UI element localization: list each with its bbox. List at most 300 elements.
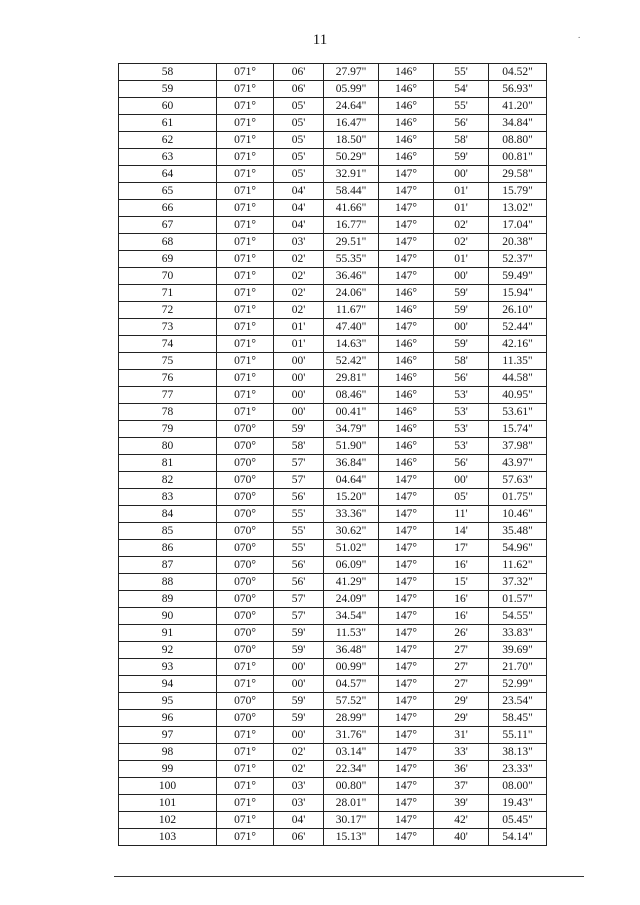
latitude-minutes-cell: 05' — [274, 115, 324, 132]
point-number-cell: 60 — [119, 98, 217, 115]
longitude-degrees-cell: 147° — [379, 591, 434, 608]
latitude-seconds-cell: 50.29" — [324, 149, 379, 166]
longitude-seconds-cell: 15.79" — [489, 183, 547, 200]
latitude-seconds-cell: 41.29" — [324, 574, 379, 591]
latitude-minutes-cell: 01' — [274, 336, 324, 353]
longitude-seconds-cell: 17.04" — [489, 217, 547, 234]
latitude-minutes-cell: 57' — [274, 455, 324, 472]
point-number-cell: 94 — [119, 676, 217, 693]
latitude-minutes-cell: 03' — [274, 778, 324, 795]
longitude-degrees-cell: 147° — [379, 625, 434, 642]
table-row — [119, 370, 547, 387]
longitude-seconds-cell: 34.84" — [489, 115, 547, 132]
latitude-minutes-cell: 02' — [274, 761, 324, 778]
latitude-degrees-cell: 071° — [217, 659, 274, 676]
table-row — [119, 506, 547, 523]
latitude-degrees-cell: 070° — [217, 574, 274, 591]
latitude-minutes-cell: 01' — [274, 319, 324, 336]
point-number-cell: 63 — [119, 149, 217, 166]
longitude-degrees-cell: 146° — [379, 370, 434, 387]
point-number-cell: 81 — [119, 455, 217, 472]
table-row — [119, 98, 547, 115]
longitude-minutes-cell: 00' — [434, 319, 489, 336]
longitude-minutes-cell: 01' — [434, 183, 489, 200]
point-number-cell: 74 — [119, 336, 217, 353]
table-row — [119, 591, 547, 608]
longitude-seconds-cell: 01.75" — [489, 489, 547, 506]
table-row — [119, 234, 547, 251]
longitude-degrees-cell: 147° — [379, 778, 434, 795]
longitude-seconds-cell: 08.00" — [489, 778, 547, 795]
longitude-seconds-cell: 11.35" — [489, 353, 547, 370]
longitude-seconds-cell: 42.16" — [489, 336, 547, 353]
longitude-minutes-cell: 59' — [434, 285, 489, 302]
latitude-minutes-cell: 56' — [274, 574, 324, 591]
point-number-cell: 62 — [119, 132, 217, 149]
latitude-degrees-cell: 071° — [217, 727, 274, 744]
longitude-degrees-cell: 146° — [379, 81, 434, 98]
longitude-degrees-cell: 147° — [379, 727, 434, 744]
table-row — [119, 608, 547, 625]
table-row — [119, 455, 547, 472]
latitude-minutes-cell: 55' — [274, 523, 324, 540]
latitude-minutes-cell: 59' — [274, 625, 324, 642]
point-number-cell: 92 — [119, 642, 217, 659]
longitude-seconds-cell: 01.57" — [489, 591, 547, 608]
longitude-degrees-cell: 147° — [379, 217, 434, 234]
latitude-seconds-cell: 55.35" — [324, 251, 379, 268]
latitude-degrees-cell: 071° — [217, 166, 274, 183]
latitude-seconds-cell: 33.36" — [324, 506, 379, 523]
longitude-seconds-cell: 52.44" — [489, 319, 547, 336]
longitude-minutes-cell: 55' — [434, 64, 489, 81]
table-row — [119, 302, 547, 319]
point-number-cell: 103 — [119, 829, 217, 846]
latitude-minutes-cell: 03' — [274, 234, 324, 251]
longitude-minutes-cell: 16' — [434, 608, 489, 625]
latitude-seconds-cell: 41.66" — [324, 200, 379, 217]
longitude-degrees-cell: 146° — [379, 302, 434, 319]
point-number-cell: 100 — [119, 778, 217, 795]
longitude-degrees-cell: 147° — [379, 251, 434, 268]
latitude-seconds-cell: 05.99" — [324, 81, 379, 98]
longitude-minutes-cell: 59' — [434, 149, 489, 166]
longitude-seconds-cell: 55.11" — [489, 727, 547, 744]
latitude-degrees-cell: 071° — [217, 319, 274, 336]
longitude-seconds-cell: 52.99" — [489, 676, 547, 693]
latitude-minutes-cell: 00' — [274, 353, 324, 370]
latitude-degrees-cell: 070° — [217, 489, 274, 506]
latitude-degrees-cell: 071° — [217, 183, 274, 200]
longitude-degrees-cell: 147° — [379, 795, 434, 812]
latitude-degrees-cell: 070° — [217, 608, 274, 625]
longitude-seconds-cell: 08.80" — [489, 132, 547, 149]
latitude-degrees-cell: 071° — [217, 98, 274, 115]
latitude-seconds-cell: 04.57" — [324, 676, 379, 693]
point-number-cell: 97 — [119, 727, 217, 744]
longitude-minutes-cell: 29' — [434, 710, 489, 727]
longitude-degrees-cell: 147° — [379, 523, 434, 540]
table-row — [119, 812, 547, 829]
longitude-seconds-cell: 39.69" — [489, 642, 547, 659]
longitude-minutes-cell: 53' — [434, 421, 489, 438]
latitude-minutes-cell: 59' — [274, 710, 324, 727]
longitude-seconds-cell: 23.54" — [489, 693, 547, 710]
point-number-cell: 86 — [119, 540, 217, 557]
point-number-cell: 93 — [119, 659, 217, 676]
longitude-seconds-cell: 11.62" — [489, 557, 547, 574]
table-row — [119, 574, 547, 591]
table-row — [119, 353, 547, 370]
longitude-seconds-cell: 44.58" — [489, 370, 547, 387]
latitude-minutes-cell: 02' — [274, 744, 324, 761]
point-number-cell: 89 — [119, 591, 217, 608]
table-row — [119, 200, 547, 217]
latitude-minutes-cell: 02' — [274, 285, 324, 302]
point-number-cell: 95 — [119, 693, 217, 710]
longitude-seconds-cell: 35.48" — [489, 523, 547, 540]
latitude-minutes-cell: 59' — [274, 642, 324, 659]
table-row — [119, 81, 547, 98]
longitude-degrees-cell: 147° — [379, 557, 434, 574]
latitude-degrees-cell: 071° — [217, 234, 274, 251]
table-row — [119, 523, 547, 540]
latitude-minutes-cell: 00' — [274, 370, 324, 387]
latitude-seconds-cell: 00.80" — [324, 778, 379, 795]
longitude-seconds-cell: 52.37" — [489, 251, 547, 268]
point-number-cell: 64 — [119, 166, 217, 183]
longitude-degrees-cell: 147° — [379, 676, 434, 693]
point-number-cell: 102 — [119, 812, 217, 829]
longitude-minutes-cell: 27' — [434, 676, 489, 693]
longitude-minutes-cell: 11' — [434, 506, 489, 523]
longitude-seconds-cell: 57.63" — [489, 472, 547, 489]
table-row — [119, 251, 547, 268]
latitude-seconds-cell: 08.46" — [324, 387, 379, 404]
point-number-cell: 87 — [119, 557, 217, 574]
latitude-minutes-cell: 59' — [274, 421, 324, 438]
latitude-degrees-cell: 071° — [217, 251, 274, 268]
table-row — [119, 115, 547, 132]
longitude-degrees-cell: 146° — [379, 285, 434, 302]
longitude-minutes-cell: 55' — [434, 98, 489, 115]
longitude-minutes-cell: 05' — [434, 489, 489, 506]
latitude-degrees-cell: 071° — [217, 795, 274, 812]
latitude-minutes-cell: 06' — [274, 829, 324, 846]
longitude-degrees-cell: 146° — [379, 455, 434, 472]
latitude-seconds-cell: 57.52" — [324, 693, 379, 710]
latitude-seconds-cell: 15.20" — [324, 489, 379, 506]
latitude-seconds-cell: 36.46" — [324, 268, 379, 285]
latitude-seconds-cell: 28.99" — [324, 710, 379, 727]
point-number-cell: 85 — [119, 523, 217, 540]
longitude-degrees-cell: 146° — [379, 404, 434, 421]
longitude-seconds-cell: 54.96" — [489, 540, 547, 557]
latitude-seconds-cell: 32.91" — [324, 166, 379, 183]
table-row — [119, 217, 547, 234]
longitude-seconds-cell: 59.49" — [489, 268, 547, 285]
longitude-minutes-cell: 53' — [434, 404, 489, 421]
latitude-seconds-cell: 00.99" — [324, 659, 379, 676]
latitude-minutes-cell: 04' — [274, 200, 324, 217]
latitude-degrees-cell: 071° — [217, 302, 274, 319]
longitude-seconds-cell: 21.70" — [489, 659, 547, 676]
latitude-minutes-cell: 05' — [274, 166, 324, 183]
latitude-minutes-cell: 06' — [274, 64, 324, 81]
latitude-degrees-cell: 071° — [217, 336, 274, 353]
latitude-seconds-cell: 51.02" — [324, 540, 379, 557]
longitude-degrees-cell: 147° — [379, 642, 434, 659]
longitude-seconds-cell: 20.38" — [489, 234, 547, 251]
point-number-cell: 78 — [119, 404, 217, 421]
longitude-degrees-cell: 147° — [379, 744, 434, 761]
latitude-seconds-cell: 11.53" — [324, 625, 379, 642]
table-row — [119, 166, 547, 183]
longitude-minutes-cell: 14' — [434, 523, 489, 540]
table-row — [119, 795, 547, 812]
latitude-degrees-cell: 071° — [217, 285, 274, 302]
point-number-cell: 82 — [119, 472, 217, 489]
longitude-degrees-cell: 147° — [379, 268, 434, 285]
longitude-seconds-cell: 56.93" — [489, 81, 547, 98]
longitude-minutes-cell: 26' — [434, 625, 489, 642]
longitude-seconds-cell: 15.94" — [489, 285, 547, 302]
latitude-degrees-cell: 070° — [217, 557, 274, 574]
longitude-minutes-cell: 00' — [434, 472, 489, 489]
footer-rule — [114, 876, 584, 877]
latitude-minutes-cell: 02' — [274, 302, 324, 319]
latitude-minutes-cell: 57' — [274, 608, 324, 625]
longitude-minutes-cell: 17' — [434, 540, 489, 557]
latitude-degrees-cell: 070° — [217, 540, 274, 557]
table-row — [119, 268, 547, 285]
latitude-degrees-cell: 070° — [217, 693, 274, 710]
latitude-seconds-cell: 34.79" — [324, 421, 379, 438]
longitude-degrees-cell: 147° — [379, 183, 434, 200]
table-row — [119, 285, 547, 302]
latitude-minutes-cell: 05' — [274, 98, 324, 115]
longitude-seconds-cell: 05.45" — [489, 812, 547, 829]
latitude-seconds-cell: 27.97" — [324, 64, 379, 81]
longitude-degrees-cell: 147° — [379, 540, 434, 557]
point-number-cell: 68 — [119, 234, 217, 251]
longitude-minutes-cell: 59' — [434, 302, 489, 319]
table-row — [119, 540, 547, 557]
latitude-seconds-cell: 06.09" — [324, 557, 379, 574]
latitude-seconds-cell: 11.67" — [324, 302, 379, 319]
point-number-cell: 101 — [119, 795, 217, 812]
latitude-degrees-cell: 070° — [217, 472, 274, 489]
longitude-minutes-cell: 42' — [434, 812, 489, 829]
longitude-seconds-cell: 58.45" — [489, 710, 547, 727]
latitude-degrees-cell: 071° — [217, 778, 274, 795]
latitude-degrees-cell: 070° — [217, 523, 274, 540]
longitude-minutes-cell: 39' — [434, 795, 489, 812]
latitude-minutes-cell: 00' — [274, 659, 324, 676]
longitude-minutes-cell: 56' — [434, 115, 489, 132]
table-row — [119, 625, 547, 642]
latitude-minutes-cell: 55' — [274, 506, 324, 523]
longitude-seconds-cell: 37.98" — [489, 438, 547, 455]
table-row — [119, 744, 547, 761]
latitude-degrees-cell: 070° — [217, 438, 274, 455]
table-row — [119, 778, 547, 795]
latitude-minutes-cell: 05' — [274, 149, 324, 166]
point-number-cell: 79 — [119, 421, 217, 438]
table-row — [119, 693, 547, 710]
longitude-minutes-cell: 58' — [434, 353, 489, 370]
latitude-minutes-cell: 04' — [274, 217, 324, 234]
corner-mark: . — [578, 30, 581, 40]
latitude-degrees-cell: 070° — [217, 625, 274, 642]
point-number-cell: 61 — [119, 115, 217, 132]
latitude-degrees-cell: 071° — [217, 81, 274, 98]
latitude-seconds-cell: 24.64" — [324, 98, 379, 115]
latitude-seconds-cell: 36.48" — [324, 642, 379, 659]
table-row — [119, 676, 547, 693]
latitude-degrees-cell: 071° — [217, 132, 274, 149]
longitude-degrees-cell: 147° — [379, 574, 434, 591]
table-row — [119, 404, 547, 421]
longitude-minutes-cell: 27' — [434, 659, 489, 676]
point-number-cell: 98 — [119, 744, 217, 761]
longitude-minutes-cell: 54' — [434, 81, 489, 98]
longitude-degrees-cell: 146° — [379, 132, 434, 149]
latitude-seconds-cell: 30.62" — [324, 523, 379, 540]
table-row — [119, 421, 547, 438]
latitude-seconds-cell: 00.41" — [324, 404, 379, 421]
longitude-minutes-cell: 15' — [434, 574, 489, 591]
longitude-minutes-cell: 00' — [434, 166, 489, 183]
latitude-minutes-cell: 02' — [274, 268, 324, 285]
latitude-minutes-cell: 58' — [274, 438, 324, 455]
latitude-minutes-cell: 57' — [274, 472, 324, 489]
point-number-cell: 67 — [119, 217, 217, 234]
latitude-minutes-cell: 04' — [274, 183, 324, 200]
table-row — [119, 438, 547, 455]
page-number: 11 — [312, 32, 328, 48]
longitude-degrees-cell: 147° — [379, 608, 434, 625]
longitude-minutes-cell: 31' — [434, 727, 489, 744]
point-number-cell: 75 — [119, 353, 217, 370]
latitude-seconds-cell: 24.06" — [324, 285, 379, 302]
longitude-degrees-cell: 147° — [379, 829, 434, 846]
point-number-cell: 73 — [119, 319, 217, 336]
latitude-seconds-cell: 34.54" — [324, 608, 379, 625]
longitude-degrees-cell: 147° — [379, 659, 434, 676]
longitude-degrees-cell: 147° — [379, 234, 434, 251]
longitude-degrees-cell: 146° — [379, 64, 434, 81]
longitude-degrees-cell: 147° — [379, 693, 434, 710]
latitude-degrees-cell: 071° — [217, 829, 274, 846]
latitude-degrees-cell: 070° — [217, 710, 274, 727]
point-number-cell: 72 — [119, 302, 217, 319]
point-number-cell: 99 — [119, 761, 217, 778]
latitude-minutes-cell: 02' — [274, 251, 324, 268]
latitude-seconds-cell: 36.84" — [324, 455, 379, 472]
latitude-seconds-cell: 03.14" — [324, 744, 379, 761]
longitude-seconds-cell: 26.10" — [489, 302, 547, 319]
latitude-seconds-cell: 51.90" — [324, 438, 379, 455]
longitude-degrees-cell: 146° — [379, 421, 434, 438]
point-number-cell: 76 — [119, 370, 217, 387]
longitude-degrees-cell: 146° — [379, 438, 434, 455]
longitude-minutes-cell: 16' — [434, 591, 489, 608]
table-row — [119, 489, 547, 506]
table-row — [119, 659, 547, 676]
point-number-cell: 96 — [119, 710, 217, 727]
table-row — [119, 710, 547, 727]
longitude-seconds-cell: 53.61" — [489, 404, 547, 421]
latitude-seconds-cell: 16.47" — [324, 115, 379, 132]
latitude-minutes-cell: 03' — [274, 795, 324, 812]
point-number-cell: 66 — [119, 200, 217, 217]
latitude-minutes-cell: 59' — [274, 693, 324, 710]
latitude-seconds-cell: 29.81" — [324, 370, 379, 387]
longitude-seconds-cell: 54.14" — [489, 829, 547, 846]
latitude-seconds-cell: 18.50" — [324, 132, 379, 149]
latitude-degrees-cell: 070° — [217, 591, 274, 608]
longitude-degrees-cell: 147° — [379, 200, 434, 217]
longitude-seconds-cell: 33.83" — [489, 625, 547, 642]
latitude-degrees-cell: 071° — [217, 115, 274, 132]
table-row — [119, 64, 547, 81]
longitude-minutes-cell: 27' — [434, 642, 489, 659]
point-number-cell: 58 — [119, 64, 217, 81]
longitude-minutes-cell: 36' — [434, 761, 489, 778]
latitude-minutes-cell: 57' — [274, 591, 324, 608]
point-number-cell: 77 — [119, 387, 217, 404]
latitude-degrees-cell: 071° — [217, 149, 274, 166]
longitude-minutes-cell: 58' — [434, 132, 489, 149]
table-row — [119, 132, 547, 149]
latitude-minutes-cell: 00' — [274, 387, 324, 404]
table-row — [119, 829, 547, 846]
latitude-minutes-cell: 56' — [274, 489, 324, 506]
point-number-cell: 59 — [119, 81, 217, 98]
table-row — [119, 557, 547, 574]
longitude-minutes-cell: 02' — [434, 234, 489, 251]
latitude-seconds-cell: 24.09" — [324, 591, 379, 608]
latitude-degrees-cell: 071° — [217, 268, 274, 285]
latitude-degrees-cell: 071° — [217, 812, 274, 829]
coordinates-table-body — [119, 64, 547, 846]
longitude-degrees-cell: 147° — [379, 319, 434, 336]
point-number-cell: 88 — [119, 574, 217, 591]
latitude-degrees-cell: 071° — [217, 404, 274, 421]
latitude-degrees-cell: 071° — [217, 217, 274, 234]
table-row — [119, 319, 547, 336]
latitude-seconds-cell: 29.51" — [324, 234, 379, 251]
longitude-degrees-cell: 147° — [379, 472, 434, 489]
latitude-degrees-cell: 070° — [217, 421, 274, 438]
longitude-degrees-cell: 146° — [379, 115, 434, 132]
longitude-degrees-cell: 146° — [379, 353, 434, 370]
longitude-minutes-cell: 56' — [434, 455, 489, 472]
longitude-degrees-cell: 147° — [379, 489, 434, 506]
longitude-minutes-cell: 37' — [434, 778, 489, 795]
longitude-minutes-cell: 53' — [434, 438, 489, 455]
table-row — [119, 387, 547, 404]
longitude-minutes-cell: 00' — [434, 268, 489, 285]
coordinates-table — [118, 63, 547, 846]
longitude-seconds-cell: 29.58" — [489, 166, 547, 183]
table-row — [119, 183, 547, 200]
latitude-seconds-cell: 14.63" — [324, 336, 379, 353]
latitude-degrees-cell: 070° — [217, 642, 274, 659]
longitude-degrees-cell: 146° — [379, 387, 434, 404]
longitude-seconds-cell: 37.32" — [489, 574, 547, 591]
